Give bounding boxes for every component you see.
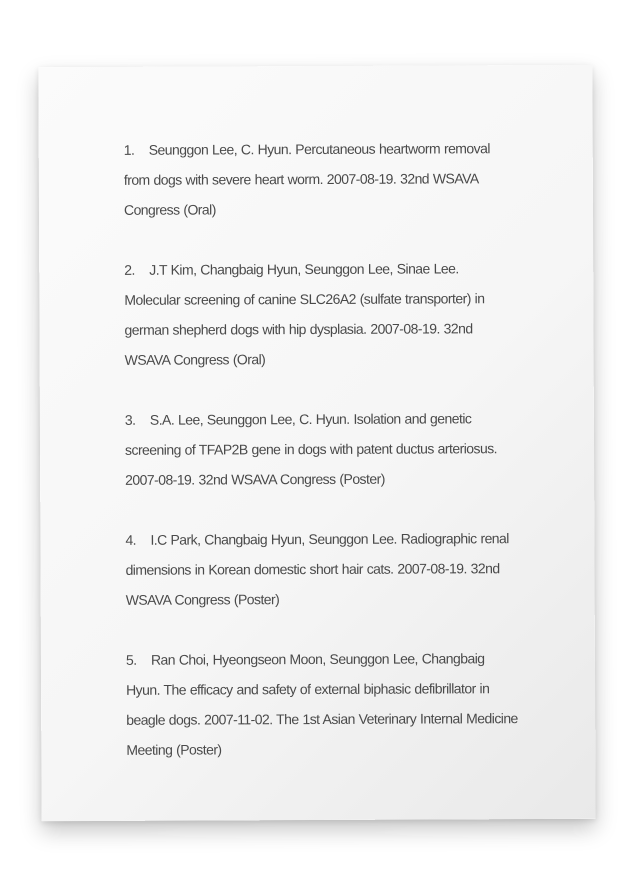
publication-number: 1.	[123, 141, 135, 158]
publication-number: 5.	[125, 651, 137, 668]
publication-item	[125, 403, 517, 495]
publication-text: Seunggon Lee, C. Hyun. Percutaneous heartworm removal from dogs with severe heart worm. 2007-08-19. 32nd WSAVA Congress (Oral)	[123, 140, 490, 218]
publication-item	[125, 523, 517, 615]
publication-item	[124, 253, 517, 375]
publication-list	[124, 133, 519, 795]
publication-item	[126, 643, 519, 765]
publication-item	[124, 133, 516, 225]
document-page	[38, 65, 595, 821]
publication-number: 4.	[125, 531, 137, 548]
publication-text: Ran Choi, Hyeongseon Moon, Seunggon Lee, Changbaig Hyun. The efficacy and safety of external biphasic defibrillator in beagle dogs. 2007-11-02. The 1st Asian Veterinary Internal Medicine Meeting (Poster)	[126, 650, 518, 758]
publication-text: I.C Park, Changbaig Hyun, Seunggon Lee. Radiographic renal dimensions in Korean domestic short hair cats. 2007-08-19. 32nd WSAVA Congress (Poster)	[125, 530, 509, 608]
publication-number: 2.	[124, 261, 135, 278]
publication-number: 3.	[124, 411, 136, 428]
publication-text: J.T Kim, Changbaig Hyun, Seunggon Lee, Sinae Lee. Molecular screening of canine SLC26A2 (sulfate transporter) in german shepherd dogs with hip dysplasia. 2007-08-19. 32nd WSAVA Congress (Oral)	[124, 260, 485, 368]
publication-text: S.A. Lee, Seunggon Lee, C. Hyun. Isolation and genetic screening of TFAP2B gene in dogs with patent ductus arteriosus. 2007-08-19. 32nd WSAVA Congress (Poster)	[124, 410, 498, 488]
